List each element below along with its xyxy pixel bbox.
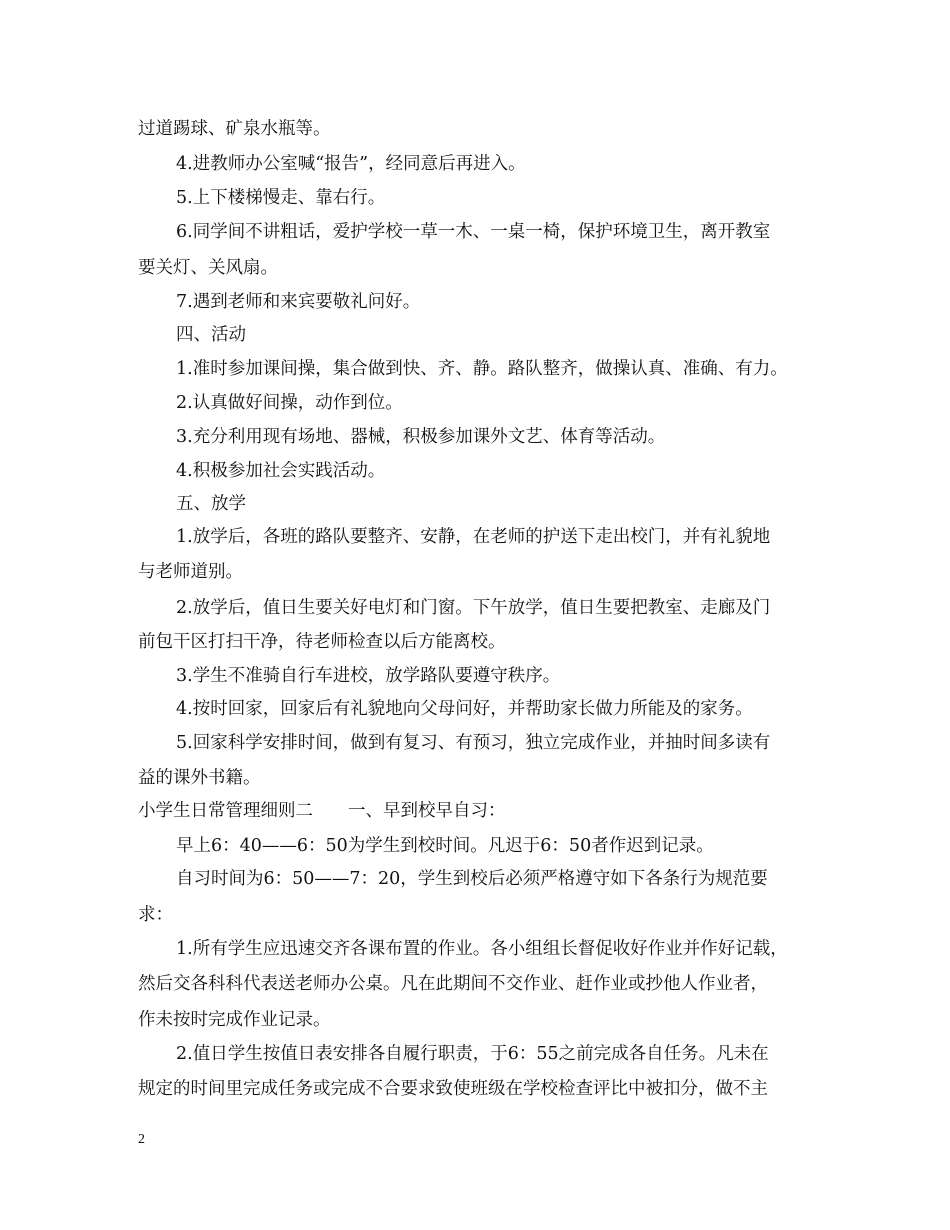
text-line: 与老师道别。 bbox=[138, 562, 243, 582]
text-line: 1.准时参加课间操，集合做到快、齐、静。路队整齐，做操认真、准确、有力。 bbox=[176, 359, 788, 379]
text-line: 过道踢球、矿泉水瓶等。 bbox=[138, 119, 331, 139]
text-line: 2.认真做好间操，动作到位。 bbox=[176, 393, 403, 413]
text-line: 4.按时回家，回家后有礼貌地向父母问好，并帮助家长做力所能及的家务。 bbox=[176, 699, 753, 719]
text-line: 1.放学后，各班的路队要整齐、安静，在老师的护送下走出校门，并有礼貌地 bbox=[176, 527, 771, 547]
text-line: 3.充分利用现有场地、器械，积极参加课外文艺、体育等活动。 bbox=[176, 427, 666, 447]
text-line: 2.放学后，值日生要关好电灯和门窗。下午放学，值日生要把教室、走廊及门 bbox=[176, 598, 771, 618]
text-line: 益的课外书籍。 bbox=[138, 768, 261, 788]
text-line: 要关灯、关风扇。 bbox=[138, 258, 278, 278]
text-line: 前包干区打扫干净，待老师检查以后方能离校。 bbox=[138, 632, 506, 652]
text-line: 自习时间为6：50——7：20，学生到校后必须严格遵守如下各条行为规范要 bbox=[176, 869, 768, 889]
text-line: 3.学生不准骑自行车进校，放学路队要遵守秩序。 bbox=[176, 666, 561, 686]
text-line: 求： bbox=[138, 905, 173, 925]
text-line: 5.上下楼梯慢走、靠右行。 bbox=[176, 188, 386, 208]
text-line: 然后交各科科代表送老师办公桌。凡在此期间不交作业、赶作业或抄他人作业者， bbox=[138, 974, 768, 994]
text-line: 4.进教师办公室喊“报告”，经同意后再进入。 bbox=[176, 154, 526, 174]
section-heading: 五、放学 bbox=[176, 494, 246, 514]
text-line: 5.回家科学安排时间，做到有复习、有预习，独立完成作业，并抽时间多读有 bbox=[176, 733, 771, 753]
section-heading: 小学生日常管理细则二 一、早到校早自习： bbox=[138, 801, 506, 821]
text-line: 6.同学间不讲粗话，爱护学校一草一木、一桌一椅，保护环境卫生，离开教室 bbox=[176, 222, 771, 242]
page-number: 2 bbox=[138, 1132, 145, 1147]
section-heading: 四、活动 bbox=[176, 325, 246, 345]
text-line: 1.所有学生应迅速交齐各课布置的作业。各小组组长督促收好作业并作好记载， bbox=[176, 939, 788, 959]
text-line: 2.值日学生按值日表安排各自履行职责，于6：55之前完成各自任务。凡未在 bbox=[176, 1044, 769, 1064]
text-line: 早上6：40——6：50为学生到校时间。凡迟于6：50者作迟到记录。 bbox=[176, 836, 714, 856]
text-line: 7.遇到老师和来宾要敬礼问好。 bbox=[176, 292, 421, 312]
text-line: 作未按时完成作业记录。 bbox=[138, 1010, 331, 1030]
text-line: 规定的时间里完成任务或完成不合要求致使班级在学校检查评比中被扣分，做不主 bbox=[138, 1079, 768, 1099]
text-line: 4.积极参加社会实践活动。 bbox=[176, 461, 386, 481]
